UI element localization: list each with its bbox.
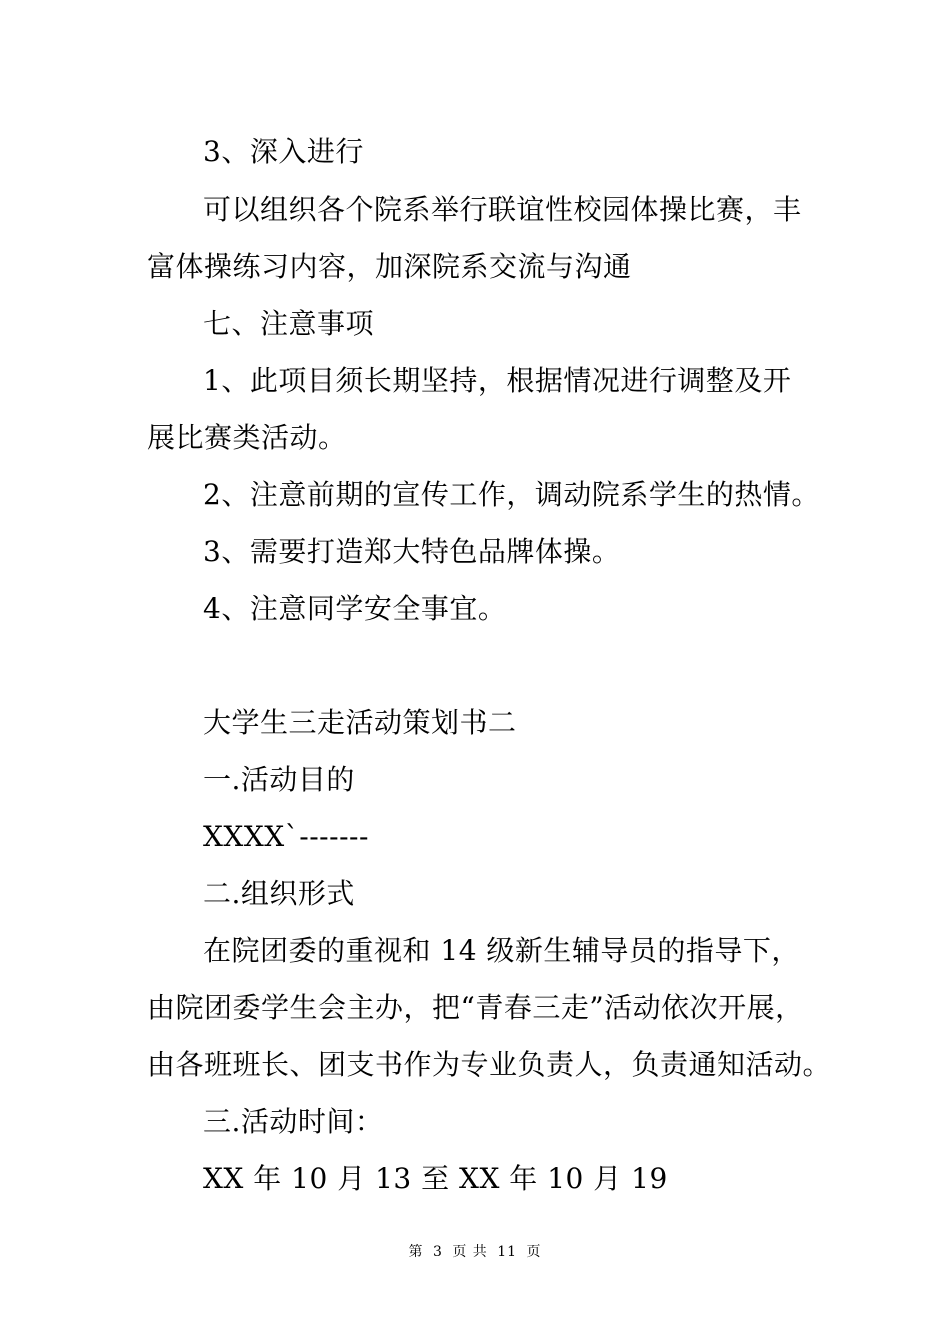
footer-total-pages: 11 — [497, 1244, 518, 1260]
page-footer — [0, 1242, 950, 1262]
footer-prefix: 第 — [408, 1244, 424, 1260]
footer-page-number: 3 — [432, 1244, 443, 1260]
section-heading-purpose: 一.活动目的 — [203, 763, 355, 796]
footer-suffix: 页 — [526, 1244, 542, 1260]
paragraph-line: 可以组织各个院系举行联谊性校园体操比赛，丰 — [203, 193, 802, 226]
paragraph-line: 由各班班长、团支书作为专业负责人，负责通知活动。 — [147, 1048, 832, 1081]
paragraph-line: 4、注意同学安全事宜。 — [203, 592, 507, 625]
document-subtitle: 大学生三走活动策划书二 — [203, 706, 517, 739]
footer-mid: 页 共 — [452, 1244, 488, 1260]
paragraph-line: XXXX`------- — [203, 820, 369, 853]
paragraph-line: 在院团委的重视和 14 级新生辅导员的指导下， — [203, 934, 800, 967]
paragraph-line: 3、需要打造郑大特色品牌体操。 — [203, 535, 621, 568]
paragraph-line: 展比赛类活动。 — [147, 421, 347, 454]
paragraph-line: 2、注意前期的宣传工作，调动院系学生的热情。 — [203, 478, 820, 511]
section-heading-time: 三.活动时间： — [203, 1105, 384, 1138]
paragraph-line: 1、此项目须长期坚持，根据情况进行调整及开 — [203, 364, 792, 397]
section-heading-notes: 七、注意事项 — [203, 307, 375, 340]
paragraph-line: 由院团委学生会主办，把“青春三走”活动依次开展， — [147, 991, 804, 1024]
paragraph-line: XX 年 10 月 13 至 XX 年 10 月 19 — [203, 1162, 668, 1195]
paragraph-line: 富体操练习内容，加深院系交流与沟通 — [147, 250, 632, 283]
section-heading-3: 3、深入进行 — [203, 135, 364, 168]
section-heading-organization: 二.组织形式 — [203, 877, 355, 910]
